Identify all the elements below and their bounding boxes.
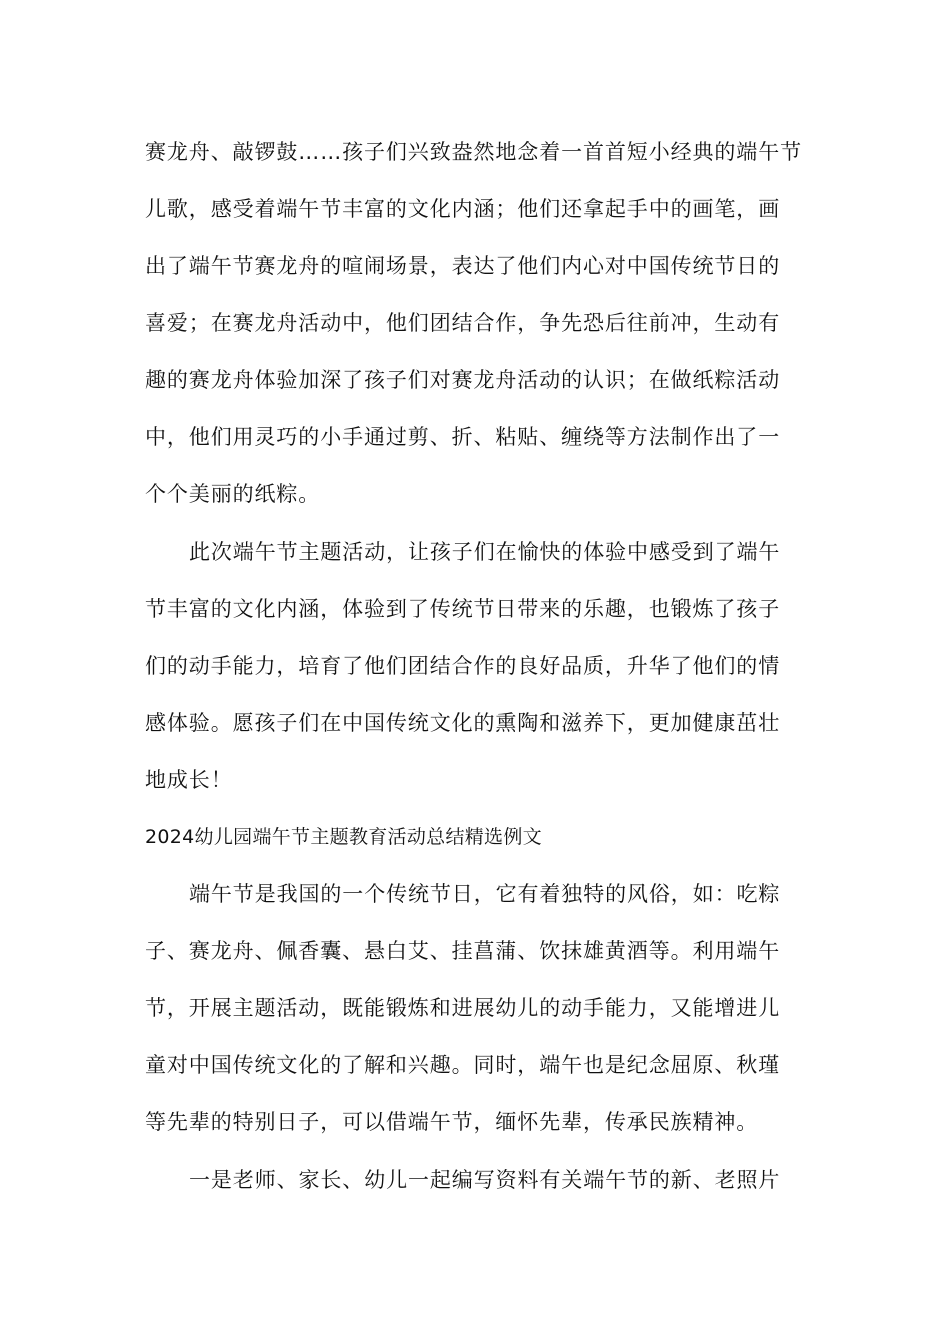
paragraph-1-line-1: 赛龙舟、敲锣鼓……孩子们兴致盎然地念着一首首短小经典的端午节 [145,140,802,164]
paragraph-3-line-3: 节，开展主题活动，既能锻炼和进展幼儿的动手能力，又能增进儿 [145,996,781,1020]
paragraph-1-line-5: 趣的赛龙舟体验加深了孩子们对赛龙舟活动的认识；在做纸粽活动 [145,368,781,392]
paragraph-3-line-5: 等先辈的特别日子，可以借端午节，缅怀先辈，传承民族精神。 [145,1110,759,1134]
paragraph-2-line-4: 感体验。愿孩子们在中国传统文化的熏陶和滋养下，更加健康茁壮 [145,711,781,735]
paragraph-2-line-1: 此次端午节主题活动，让孩子们在愉快的体验中感受到了端午 [189,540,781,564]
section-heading: 2024幼儿园端午节主题教育活动总结精选例文 [145,826,542,848]
paragraph-1-line-2: 儿歌，感受着端午节丰富的文化内涵；他们还拿起手中的画笔，画 [145,197,781,221]
paragraph-3-line-1: 端午节是我国的一个传统节日，它有着独特的风俗，如：吃粽 [189,882,781,906]
paragraph-2-line-5: 地成长！ [145,768,233,792]
paragraph-3-line-2: 子、赛龙舟、佩香囊、悬白艾、挂菖蒲、饮抹雄黄酒等。利用端午 [145,939,781,963]
paragraph-2-line-2: 节丰富的文化内涵，体验到了传统节日带来的乐趣，也锻炼了孩子 [145,597,781,621]
paragraph-1-line-4: 喜爱；在赛龙舟活动中，他们团结合作，争先恐后往前冲，生动有 [145,311,781,335]
paragraph-4-line-1: 一是老师、家长、幼儿一起编写资料有关端午节的新、老照片 [189,1168,781,1192]
paragraph-2-line-3: 们的动手能力，培育了他们团结合作的良好品质，升华了他们的情 [145,654,781,678]
paragraph-1-line-7: 个个美丽的纸粽。 [145,482,321,506]
paragraph-3-line-4: 童对中国传统文化的了解和兴趣。同时，端午也是纪念屈原、秋瑾 [145,1053,781,1077]
paragraph-1-line-3: 出了端午节赛龙舟的喧闹场景，表达了他们内心对中国传统节日的 [145,254,781,278]
paragraph-1-line-6: 中，他们用灵巧的小手通过剪、折、粘贴、缠绕等方法制作出了一 [145,425,781,449]
